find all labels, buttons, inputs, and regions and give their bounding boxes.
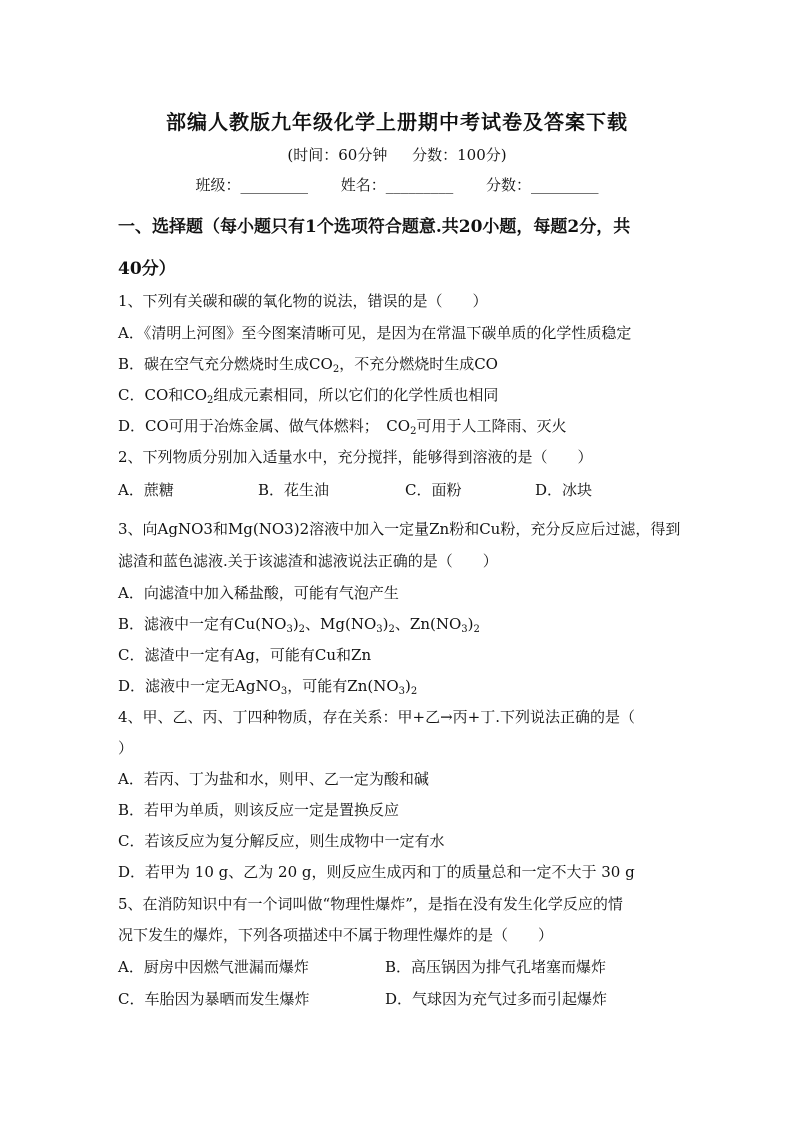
q5-option-a: A．厨房中因燃气泄漏而爆炸 [118, 958, 309, 976]
q3-b-sub3: 3 [376, 624, 383, 635]
q3-b-sub5: 3 [461, 624, 468, 635]
q4-option-d: D．若甲为 10 g、乙为 20 g，则反应生成丙和丁的质量总和一定不大于 30 g [118, 863, 635, 881]
q1-c-sub: 2 [207, 395, 214, 406]
time-limit: (时间：60分钟 [287, 146, 388, 164]
q3-d-part2: ，可能有Zn(NO [287, 677, 399, 695]
q2-stem: 2、下列物质分别加入适量水中，充分搅拌，能够得到溶液的是（ ） [118, 448, 593, 466]
class-field: 班级：_________ [195, 176, 308, 194]
q3-b-part4: ) [382, 615, 389, 633]
total-score: 分数：100分) [412, 146, 507, 164]
q3-b-sub1: 3 [286, 624, 293, 635]
q1-c-pre: C．CO和CO [118, 386, 208, 404]
name-field: 姓名：_________ [340, 176, 454, 194]
q3-d-sub2: 3 [398, 686, 405, 697]
q1-option-a: A．《清明上河图》至今图案清晰可见，是因为在常温下碳单质的化学性质稳定 [118, 324, 632, 342]
q3-b-sub4: 2 [388, 624, 395, 635]
score-field: 分数：_________ [486, 176, 599, 194]
q3-b-part1: B．滤液中一定有Cu(NO [118, 615, 287, 633]
q3-option-b [118, 613, 480, 634]
exam-meta [0, 144, 794, 165]
q4-stem-line2: ） [118, 739, 134, 757]
q3-d-part3: ) [405, 677, 411, 695]
q1-option-b [118, 353, 498, 374]
q1-option-c [118, 384, 498, 405]
q4-stem-line1: 4、甲、乙、丙、丁四种物质，存在关系：甲+乙→丙+丁.下列说法正确的是（ [118, 708, 636, 726]
q4-option-b: B．若甲为单质，则该反应一定是置换反应 [118, 801, 400, 819]
q3-d-sub1: 3 [280, 686, 288, 697]
q3-b-part6: ) [467, 615, 474, 633]
q5-option-d: D．气球因为充气过多而引起爆炸 [385, 990, 608, 1008]
section-heading-line2: 40分） [118, 259, 176, 279]
q3-b-part5: 、Zn(NO [394, 615, 462, 633]
q5-option-b: B．高压锅因为排气孔堵塞而爆炸 [385, 958, 607, 976]
q3-b-part3: 、Mg(NO [305, 615, 377, 633]
q1-d-pre: D．CO可用于冶炼金属、做气体燃料； CO [118, 417, 411, 435]
q3-stem-line2: 滤渣和蓝色滤液.关于该滤渣和滤液说法正确的是（ ） [118, 552, 498, 570]
q4-option-c: C．若该反应为复分解反应，则生成物中一定有水 [118, 832, 445, 850]
q2-option-c: C．面粉 [405, 481, 462, 499]
q3-b-sub2: 2 [298, 624, 306, 635]
q5-stem-line2: 况下发生的爆炸，下列各项描述中不属于物理性爆炸的是（ ） [118, 926, 554, 944]
section-heading [118, 206, 678, 290]
q2-option-b: B．花生油 [258, 481, 330, 499]
page-title: 部编人教版九年级化学上册期中考试卷及答案下载 [166, 110, 628, 134]
q1-b-post: ，不充分燃烧时生成CO [339, 355, 498, 373]
q5-stem-line1: 5、在消防知识中有一个词叫做“物理性爆炸”，是指在没有发生化学反应的情 [118, 895, 623, 913]
q4-option-a: A．若丙、丁为盐和水，则甲、乙一定为酸和碱 [118, 770, 429, 788]
q3-stem-line1: 3、向AgNO3和Mg(NO3)2溶液中加入一定量Zn粉和Cu粉，充分反应后过滤，得到 [118, 520, 681, 538]
q3-d-part1: D．滤液中一定无AgNO [118, 677, 281, 695]
q3-option-d [118, 675, 417, 696]
q3-option-a: A．向滤渣中加入稀盐酸，可能有气泡产生 [118, 584, 399, 602]
q1-option-d [118, 415, 566, 436]
section-heading-line1: 一、选择题（每小题只有1个选项符合题意.共20小题，每题2分，共 [118, 217, 631, 237]
q1-d-sub: 2 [410, 426, 417, 437]
q2-option-d: D．冰块 [535, 481, 593, 499]
q5-option-c: C．车胎因为暴晒而发生爆炸 [118, 990, 310, 1008]
student-info [0, 174, 794, 195]
q1-b-sub: 2 [332, 364, 340, 375]
q3-b-sub6: 2 [473, 624, 480, 635]
q1-c-post: 组成元素相同，所以它们的化学性质也相同 [213, 386, 499, 404]
q3-b-part2: ) [292, 615, 299, 633]
q2-option-a: A．蔗糖 [118, 481, 174, 499]
q1-stem: 1、下列有关碳和碳的氧化物的说法，错误的是（ ） [118, 292, 488, 310]
q1-d-post: 可用于人工降雨、灭火 [416, 417, 567, 435]
q3-d-sub3: 2 [410, 686, 418, 697]
q3-option-c: C．滤渣中一定有Ag，可能有Cu和Zn [118, 646, 372, 664]
q1-b-pre: B．碳在空气充分燃烧时生成CO [118, 355, 333, 373]
